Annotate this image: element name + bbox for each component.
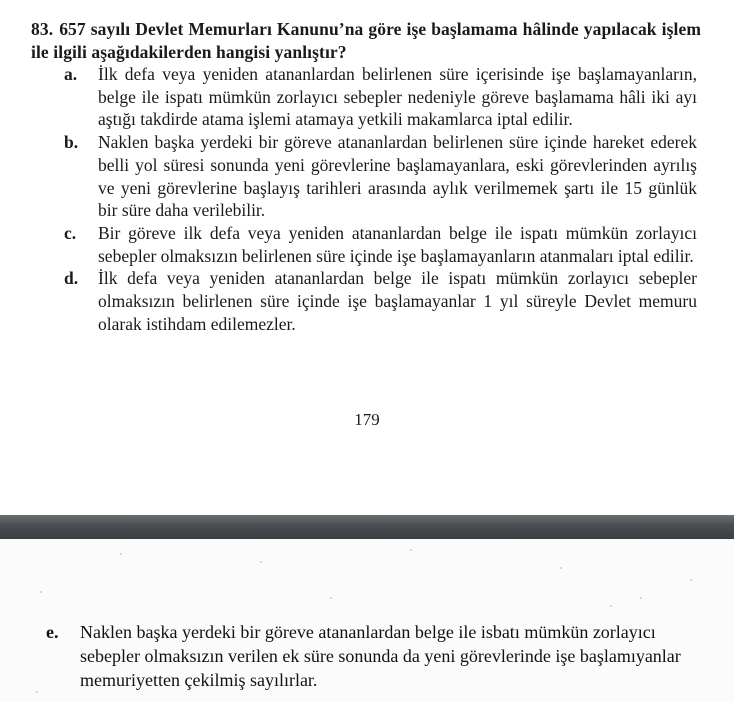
page-separator-bar	[0, 515, 734, 539]
option-letter: b.	[64, 132, 79, 153]
option-letter: e.	[46, 622, 59, 642]
scan-speck	[690, 579, 692, 581]
option-c	[64, 222, 697, 267]
scan-speck	[120, 553, 122, 555]
option-letter: a.	[64, 64, 78, 84]
option-text: İlk defa veya yeniden atananlardan belirlenen süre içerisinde işe başlamayanların, belge ile ispatı mümkün zorlayıcı sebepler nedeniyle göreve başlamama hâli iki ayı aştığı takdirde atama işlemi atamaya yetkili makamlarca iptal edilir.	[98, 64, 697, 130]
question-stem: 657 sayılı Devlet Memurları Kanunu’na göre işe başlamama hâlinde yapılacak işlem ile ilgili aşağıdakilerden hangisi yanlıştır?	[31, 19, 701, 62]
scan-speck	[640, 597, 642, 599]
option-e	[46, 620, 686, 692]
scan-speck	[610, 605, 612, 607]
scan-speck	[560, 567, 562, 569]
scan-speck	[260, 561, 262, 563]
option-b	[64, 131, 697, 222]
scan-speck	[330, 597, 332, 599]
option-letter: c.	[64, 222, 77, 243]
question-number: 83.	[31, 19, 54, 39]
question-text	[31, 18, 701, 64]
option-text: Naklen başka yerdeki bir göreve atananlardan belge ile isbatı mümkün zorlayıcı sebepler olmaksızın verilen ek süre sonunda da yeni görevlerinde işe başlamıyanlar memuriyetten çekilmiş sayılırlar.	[80, 622, 681, 690]
scan-speck	[410, 549, 412, 551]
option-text: Bir göreve ilk defa veya yeniden atananlardan belge ile ispatı mümkün zorlayıcı sebepler olmaksızın belirlenen süre içinde işe başlamayanların atanmaları iptal edilir.	[98, 222, 697, 266]
scan-speck	[40, 591, 42, 593]
option-d	[64, 267, 697, 335]
options-list	[64, 63, 697, 335]
option-a	[64, 63, 697, 131]
scan-speck	[36, 691, 38, 693]
page-number: 179	[354, 410, 380, 429]
option-text: Naklen başka yerdeki bir göreve atananlardan belirlenen süre içinde hareket ederek belli yol süresi sonunda yeni görevlerine başlamayanlara, eski görevlerinden ayrılış ve yeni görevlerine başlayış tarihleri arasında aylık verilmemek şartı ile 15 günlük bir süre daha verilebilir.	[98, 132, 697, 221]
option-text: İlk defa veya yeniden atananlardan belge ile ispatı mümkün zorlayıcı sebepler olmaksızın belirlenen süre içinde işe başlamayanlar 1 yıl süreyle Devlet memuru olarak istihdam edilemezler.	[98, 268, 697, 334]
option-letter: d.	[64, 268, 79, 289]
